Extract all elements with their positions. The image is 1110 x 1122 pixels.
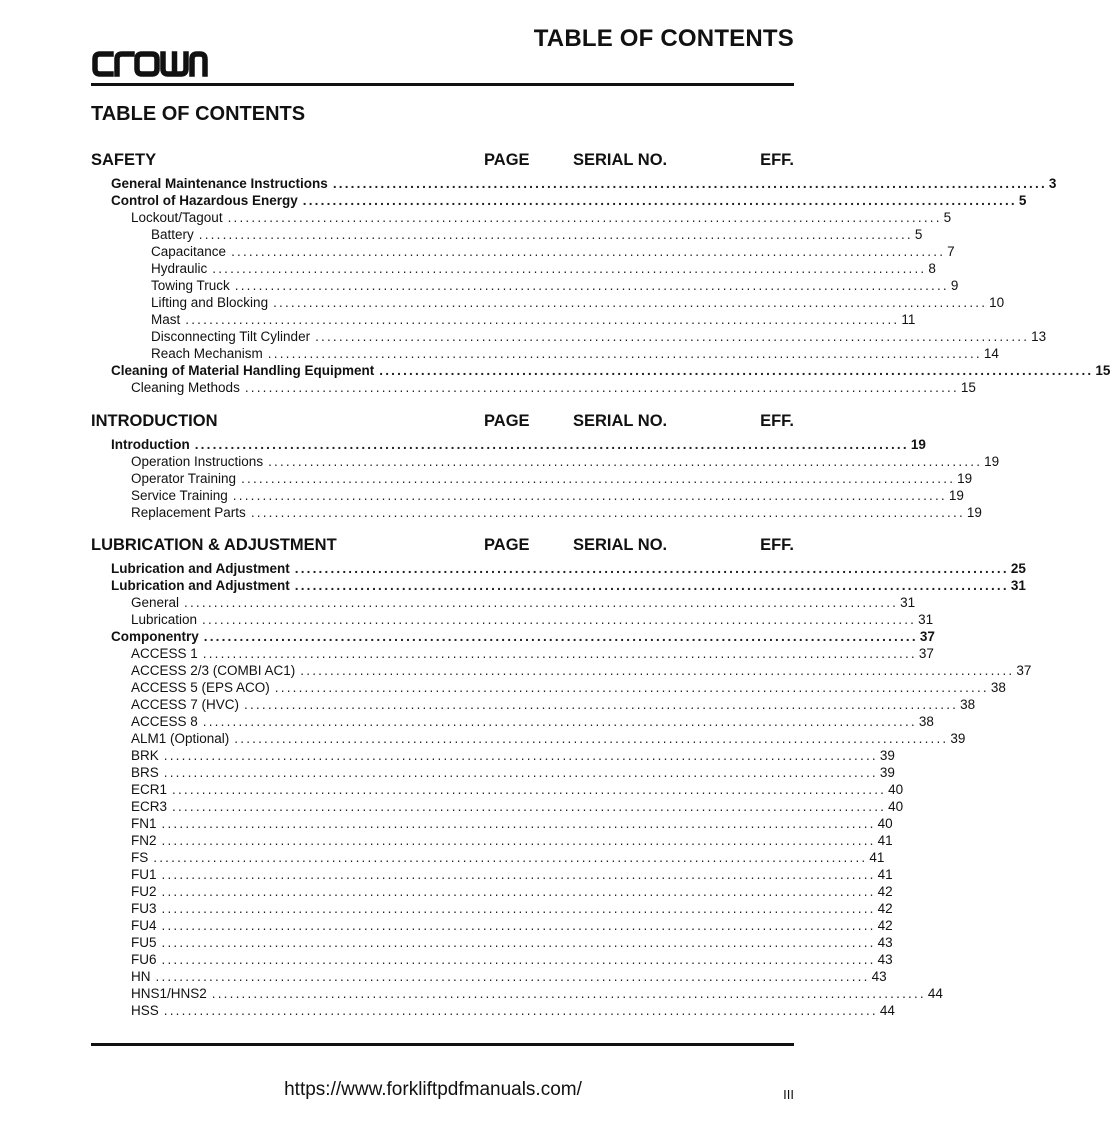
- toc-entry: [91, 277, 959, 294]
- section-title: INTRODUCTION: [91, 412, 218, 430]
- toc-entry: [91, 260, 936, 277]
- toc-entries: [91, 175, 1110, 396]
- toc-entry-label: ACCESS 5 (EPS ACO): [131, 680, 270, 695]
- toc-entry: [91, 781, 904, 798]
- section-header: [91, 536, 794, 560]
- toc-entry-label: FU3: [131, 901, 157, 916]
- toc-entry-label: Replacement Parts: [131, 505, 246, 520]
- toc-entry-page: 41: [869, 850, 885, 865]
- toc-entry-label: Battery: [151, 227, 194, 242]
- toc-entry-page: 37: [918, 646, 934, 661]
- toc-entry-page: 11: [901, 312, 916, 327]
- toc-entry: [91, 628, 935, 645]
- dot-leader: ........................................................................................................................: [300, 663, 1015, 678]
- dot-leader: ........................................................................................................................: [244, 697, 959, 712]
- toc-entry-page: 7: [947, 244, 955, 259]
- dot-leader: ........................................................................................................................: [161, 918, 876, 933]
- toc-entry-page: 3: [1048, 176, 1057, 191]
- toc-entry-label: ACCESS 2/3 (COMBI AC1): [131, 663, 296, 678]
- toc-entry: [91, 934, 893, 951]
- toc-entry-page: 8: [928, 261, 936, 276]
- toc-entry-page: 39: [950, 731, 966, 746]
- toc-entry: [91, 798, 904, 815]
- toc-entry-page: 19: [948, 488, 964, 503]
- toc-entry: [91, 645, 934, 662]
- toc-entry: [91, 764, 895, 781]
- toc-entry-page: 38: [960, 697, 976, 712]
- toc-entry: [91, 209, 952, 226]
- toc-entry: [91, 968, 887, 985]
- dot-leader: ........................................................................................................................: [294, 578, 1009, 593]
- toc-entry-page: 40: [877, 816, 893, 831]
- toc-entry-page: 41: [877, 833, 893, 848]
- toc-entry-page: 43: [871, 969, 887, 984]
- toc-entry-label: ACCESS 7 (HVC): [131, 697, 240, 712]
- toc-entry-page: 39: [879, 765, 895, 780]
- toc-entries: [91, 560, 1032, 1019]
- toc-entry-page: 15: [1095, 363, 1110, 378]
- toc-entry-label: FU6: [131, 952, 157, 967]
- toc-entry: [91, 328, 1047, 345]
- toc-entry-label: FN2: [131, 833, 157, 848]
- toc-entry-page: 38: [918, 714, 934, 729]
- dot-leader: ........................................................................................................................: [172, 782, 887, 797]
- toc-entry: [91, 243, 955, 260]
- dot-leader: ........................................................................................................................: [172, 799, 887, 814]
- toc-entry: [91, 696, 976, 713]
- toc-entry-page: 43: [877, 935, 893, 950]
- toc-entry-label: BRS: [131, 765, 159, 780]
- page-column-label: PAGE: [484, 536, 530, 554]
- dot-leader: ........................................................................................................................: [244, 380, 959, 395]
- dot-leader: ........................................................................................................................: [163, 1003, 878, 1018]
- toc-entry-page: 43: [877, 952, 893, 967]
- toc-entry-label: BRK: [131, 748, 159, 763]
- dot-leader: ........................................................................................................................: [231, 244, 946, 259]
- toc-entry: [91, 883, 893, 900]
- toc-entry-page: 31: [1010, 578, 1026, 593]
- toc-entry-page: 42: [877, 918, 893, 933]
- dot-leader: ........................................................................................................................: [153, 850, 868, 865]
- dot-leader: ........................................................................................................................: [161, 935, 876, 950]
- toc-entry: [91, 560, 1026, 577]
- toc-entry-label: HN: [131, 969, 151, 984]
- toc-entry-page: 19: [910, 437, 926, 452]
- toc-entry-label: HNS1/HNS2: [131, 986, 207, 1001]
- toc-entry: [91, 453, 1000, 470]
- toc-entry-page: 13: [1031, 329, 1047, 344]
- dot-leader: ........................................................................................................................: [184, 595, 899, 610]
- page-title: TABLE OF CONTENTS: [91, 103, 306, 125]
- toc-entry-label: ACCESS 1: [131, 646, 198, 661]
- toc-entry-label: Control of Hazardous Energy: [111, 193, 298, 208]
- crown-logo: [91, 48, 209, 80]
- section-header: [91, 151, 794, 175]
- toc-entry-page: 9: [950, 278, 959, 293]
- toc-entry-label: Componentry: [111, 629, 199, 644]
- header-rule: [91, 83, 794, 86]
- toc-entry: [91, 866, 893, 883]
- eff-column-label: EFF.: [760, 412, 794, 430]
- toc-entry-page: 19: [984, 454, 1000, 469]
- toc-entry: [91, 311, 916, 328]
- dot-leader: ........................................................................................................................: [202, 646, 917, 661]
- toc-entry: [91, 504, 982, 521]
- toc-entry-page: 31: [900, 595, 916, 610]
- page-column-label: PAGE: [484, 412, 530, 430]
- toc-entry-label: Towing Truck: [151, 278, 230, 293]
- toc-entry: [91, 951, 893, 968]
- toc-entry-label: Hydraulic: [151, 261, 208, 276]
- toc-entry: [91, 611, 934, 628]
- serial-column-label: SERIAL NO.: [573, 151, 668, 169]
- toc-entry: [91, 1002, 895, 1019]
- toc-entry-label: FU2: [131, 884, 157, 899]
- toc-entries: [91, 436, 1000, 521]
- dot-leader: ........................................................................................................................: [315, 329, 1030, 344]
- toc-entry-label: HSS: [131, 1003, 159, 1018]
- toc-entry-label: ECR3: [131, 799, 168, 814]
- dot-leader: ........................................................................................................................: [268, 454, 983, 469]
- toc-entry: [91, 730, 966, 747]
- toc-entry-page: 10: [989, 295, 1005, 310]
- toc-entry-label: FS: [131, 850, 149, 865]
- toc-entry: [91, 594, 916, 611]
- toc-entry-page: 5: [943, 210, 952, 225]
- toc-entry: [91, 985, 943, 1002]
- toc-entry-label: Capacitance: [151, 244, 227, 259]
- toc-entry-page: 40: [888, 782, 904, 797]
- toc-entry-label: Reach Mechanism: [151, 346, 263, 361]
- toc-entry-label: Cleaning Methods: [131, 380, 240, 395]
- dot-leader: ........................................................................................................................: [227, 210, 942, 225]
- toc-entry: [91, 713, 934, 730]
- toc-section-lubrication-adjustment: [91, 536, 1032, 1019]
- dot-leader: ........................................................................................................................: [202, 714, 917, 729]
- toc-entry-page: 39: [879, 748, 895, 763]
- toc-entry-label: General Maintenance Instructions: [111, 176, 328, 191]
- toc-entry-page: 41: [877, 867, 893, 882]
- dot-leader: ........................................................................................................................: [161, 867, 876, 882]
- dot-leader: ........................................................................................................................: [267, 346, 982, 361]
- toc-entry: [91, 662, 1032, 679]
- dot-leader: ........................................................................................................................: [234, 731, 949, 746]
- section-title: LUBRICATION & ADJUSTMENT: [91, 536, 337, 554]
- dot-leader: ........................................................................................................................: [185, 312, 900, 327]
- dot-leader: ........................................................................................................................: [250, 505, 965, 520]
- dot-leader: ........................................................................................................................: [241, 471, 956, 486]
- toc-entry-label: ALM1 (Optional): [131, 731, 230, 746]
- toc-entry-label: Service Training: [131, 488, 228, 503]
- toc-entry-label: Operation Instructions: [131, 454, 264, 469]
- toc-entry-page: 37: [1016, 663, 1032, 678]
- toc-entry: [91, 345, 999, 362]
- dot-leader: ........................................................................................................................: [202, 612, 917, 627]
- toc-entry: [91, 832, 893, 849]
- dot-leader: ........................................................................................................................: [163, 765, 878, 780]
- footer-url: https://www.forkliftpdfmanuals.com/: [284, 1079, 582, 1100]
- toc-entry: [91, 917, 893, 934]
- dot-leader: ........................................................................................................................: [332, 176, 1047, 191]
- dot-leader: ........................................................................................................................: [155, 969, 870, 984]
- toc-entry-label: FU4: [131, 918, 157, 933]
- serial-column-label: SERIAL NO.: [573, 536, 668, 554]
- toc-entry-label: FN1: [131, 816, 157, 831]
- dot-leader: ........................................................................................................................: [232, 488, 947, 503]
- toc-entry-page: 44: [927, 986, 943, 1001]
- page-number: III: [783, 1087, 794, 1102]
- toc-entry: [91, 175, 1057, 192]
- toc-section-introduction: [91, 412, 1000, 521]
- dot-leader: ........................................................................................................................: [198, 227, 913, 242]
- toc-entry-label: Operator Training: [131, 471, 237, 486]
- toc-entry-page: 15: [960, 380, 976, 395]
- toc-entry-page: 42: [877, 884, 893, 899]
- toc-entry-page: 31: [918, 612, 934, 627]
- toc-entry-label: ACCESS 8: [131, 714, 198, 729]
- toc-entry: [91, 192, 1027, 209]
- dot-leader: ........................................................................................................................: [163, 748, 878, 763]
- toc-entry: [91, 747, 895, 764]
- header-title: TABLE OF CONTENTS: [533, 25, 794, 52]
- toc-entry-label: Lifting and Blocking: [151, 295, 269, 310]
- section-header: [91, 412, 794, 436]
- toc-entry: [91, 815, 893, 832]
- dot-leader: ........................................................................................................................: [379, 363, 1094, 378]
- toc-entry: [91, 470, 973, 487]
- dot-leader: ........................................................................................................................: [161, 884, 876, 899]
- toc-section-safety: [91, 151, 1110, 396]
- toc-entry-label: Lubrication and Adjustment: [111, 578, 290, 593]
- dot-leader: ........................................................................................................................: [161, 816, 876, 831]
- dot-leader: ........................................................................................................................: [234, 278, 949, 293]
- eff-column-label: EFF.: [760, 151, 794, 169]
- toc-entry-label: Lubrication: [131, 612, 198, 627]
- page-column-label: PAGE: [484, 151, 530, 169]
- toc-entry: [91, 436, 926, 453]
- toc-entry: [91, 679, 1006, 696]
- toc-entry-label: Introduction: [111, 437, 190, 452]
- dot-leader: ........................................................................................................................: [161, 952, 876, 967]
- toc-entry-page: 19: [966, 505, 982, 520]
- toc-entry-label: FU1: [131, 867, 157, 882]
- dot-leader: ........................................................................................................................: [302, 193, 1017, 208]
- toc-entry: [91, 849, 885, 866]
- toc-entry: [91, 577, 1026, 594]
- dot-leader: ........................................................................................................................: [274, 680, 989, 695]
- toc-entry-label: Mast: [151, 312, 181, 327]
- toc-entry-page: 37: [919, 629, 935, 644]
- dot-leader: ........................................................................................................................: [212, 261, 927, 276]
- toc-entry-page: 5: [914, 227, 923, 242]
- section-title: SAFETY: [91, 151, 157, 169]
- toc-entry-label: General: [131, 595, 180, 610]
- toc-entry-label: Lockout/Tagout: [131, 210, 223, 225]
- toc-entry-page: 19: [957, 471, 973, 486]
- toc-entry-page: 42: [877, 901, 893, 916]
- toc-entry-page: 14: [983, 346, 999, 361]
- toc-entry: [91, 226, 923, 243]
- toc-entry-label: Lubrication and Adjustment: [111, 561, 290, 576]
- eff-column-label: EFF.: [760, 536, 794, 554]
- dot-leader: ........................................................................................................................: [203, 629, 918, 644]
- toc-entry: [91, 294, 1005, 311]
- toc-entry: [91, 362, 1110, 379]
- serial-column-label: SERIAL NO.: [573, 412, 668, 430]
- toc-entry-label: Cleaning of Material Handling Equipment: [111, 363, 375, 378]
- toc-entry-page: 5: [1018, 193, 1027, 208]
- dot-leader: ........................................................................................................................: [294, 561, 1009, 576]
- toc-entry-page: 44: [879, 1003, 895, 1018]
- toc-entry-page: 38: [990, 680, 1006, 695]
- toc-entry-label: ECR1: [131, 782, 168, 797]
- dot-leader: ........................................................................................................................: [211, 986, 926, 1001]
- toc-entry: [91, 487, 964, 504]
- toc-entry-page: 25: [1010, 561, 1026, 576]
- dot-leader: ........................................................................................................................: [194, 437, 909, 452]
- dot-leader: ........................................................................................................................: [273, 295, 988, 310]
- toc-entry-label: Disconnecting Tilt Cylinder: [151, 329, 311, 344]
- toc-entry-page: 40: [888, 799, 904, 814]
- toc-entry-label: FU5: [131, 935, 157, 950]
- footer-rule: [91, 1043, 794, 1046]
- toc-entry: [91, 379, 976, 396]
- toc-entry: [91, 900, 893, 917]
- dot-leader: ........................................................................................................................: [161, 901, 876, 916]
- dot-leader: ........................................................................................................................: [161, 833, 876, 848]
